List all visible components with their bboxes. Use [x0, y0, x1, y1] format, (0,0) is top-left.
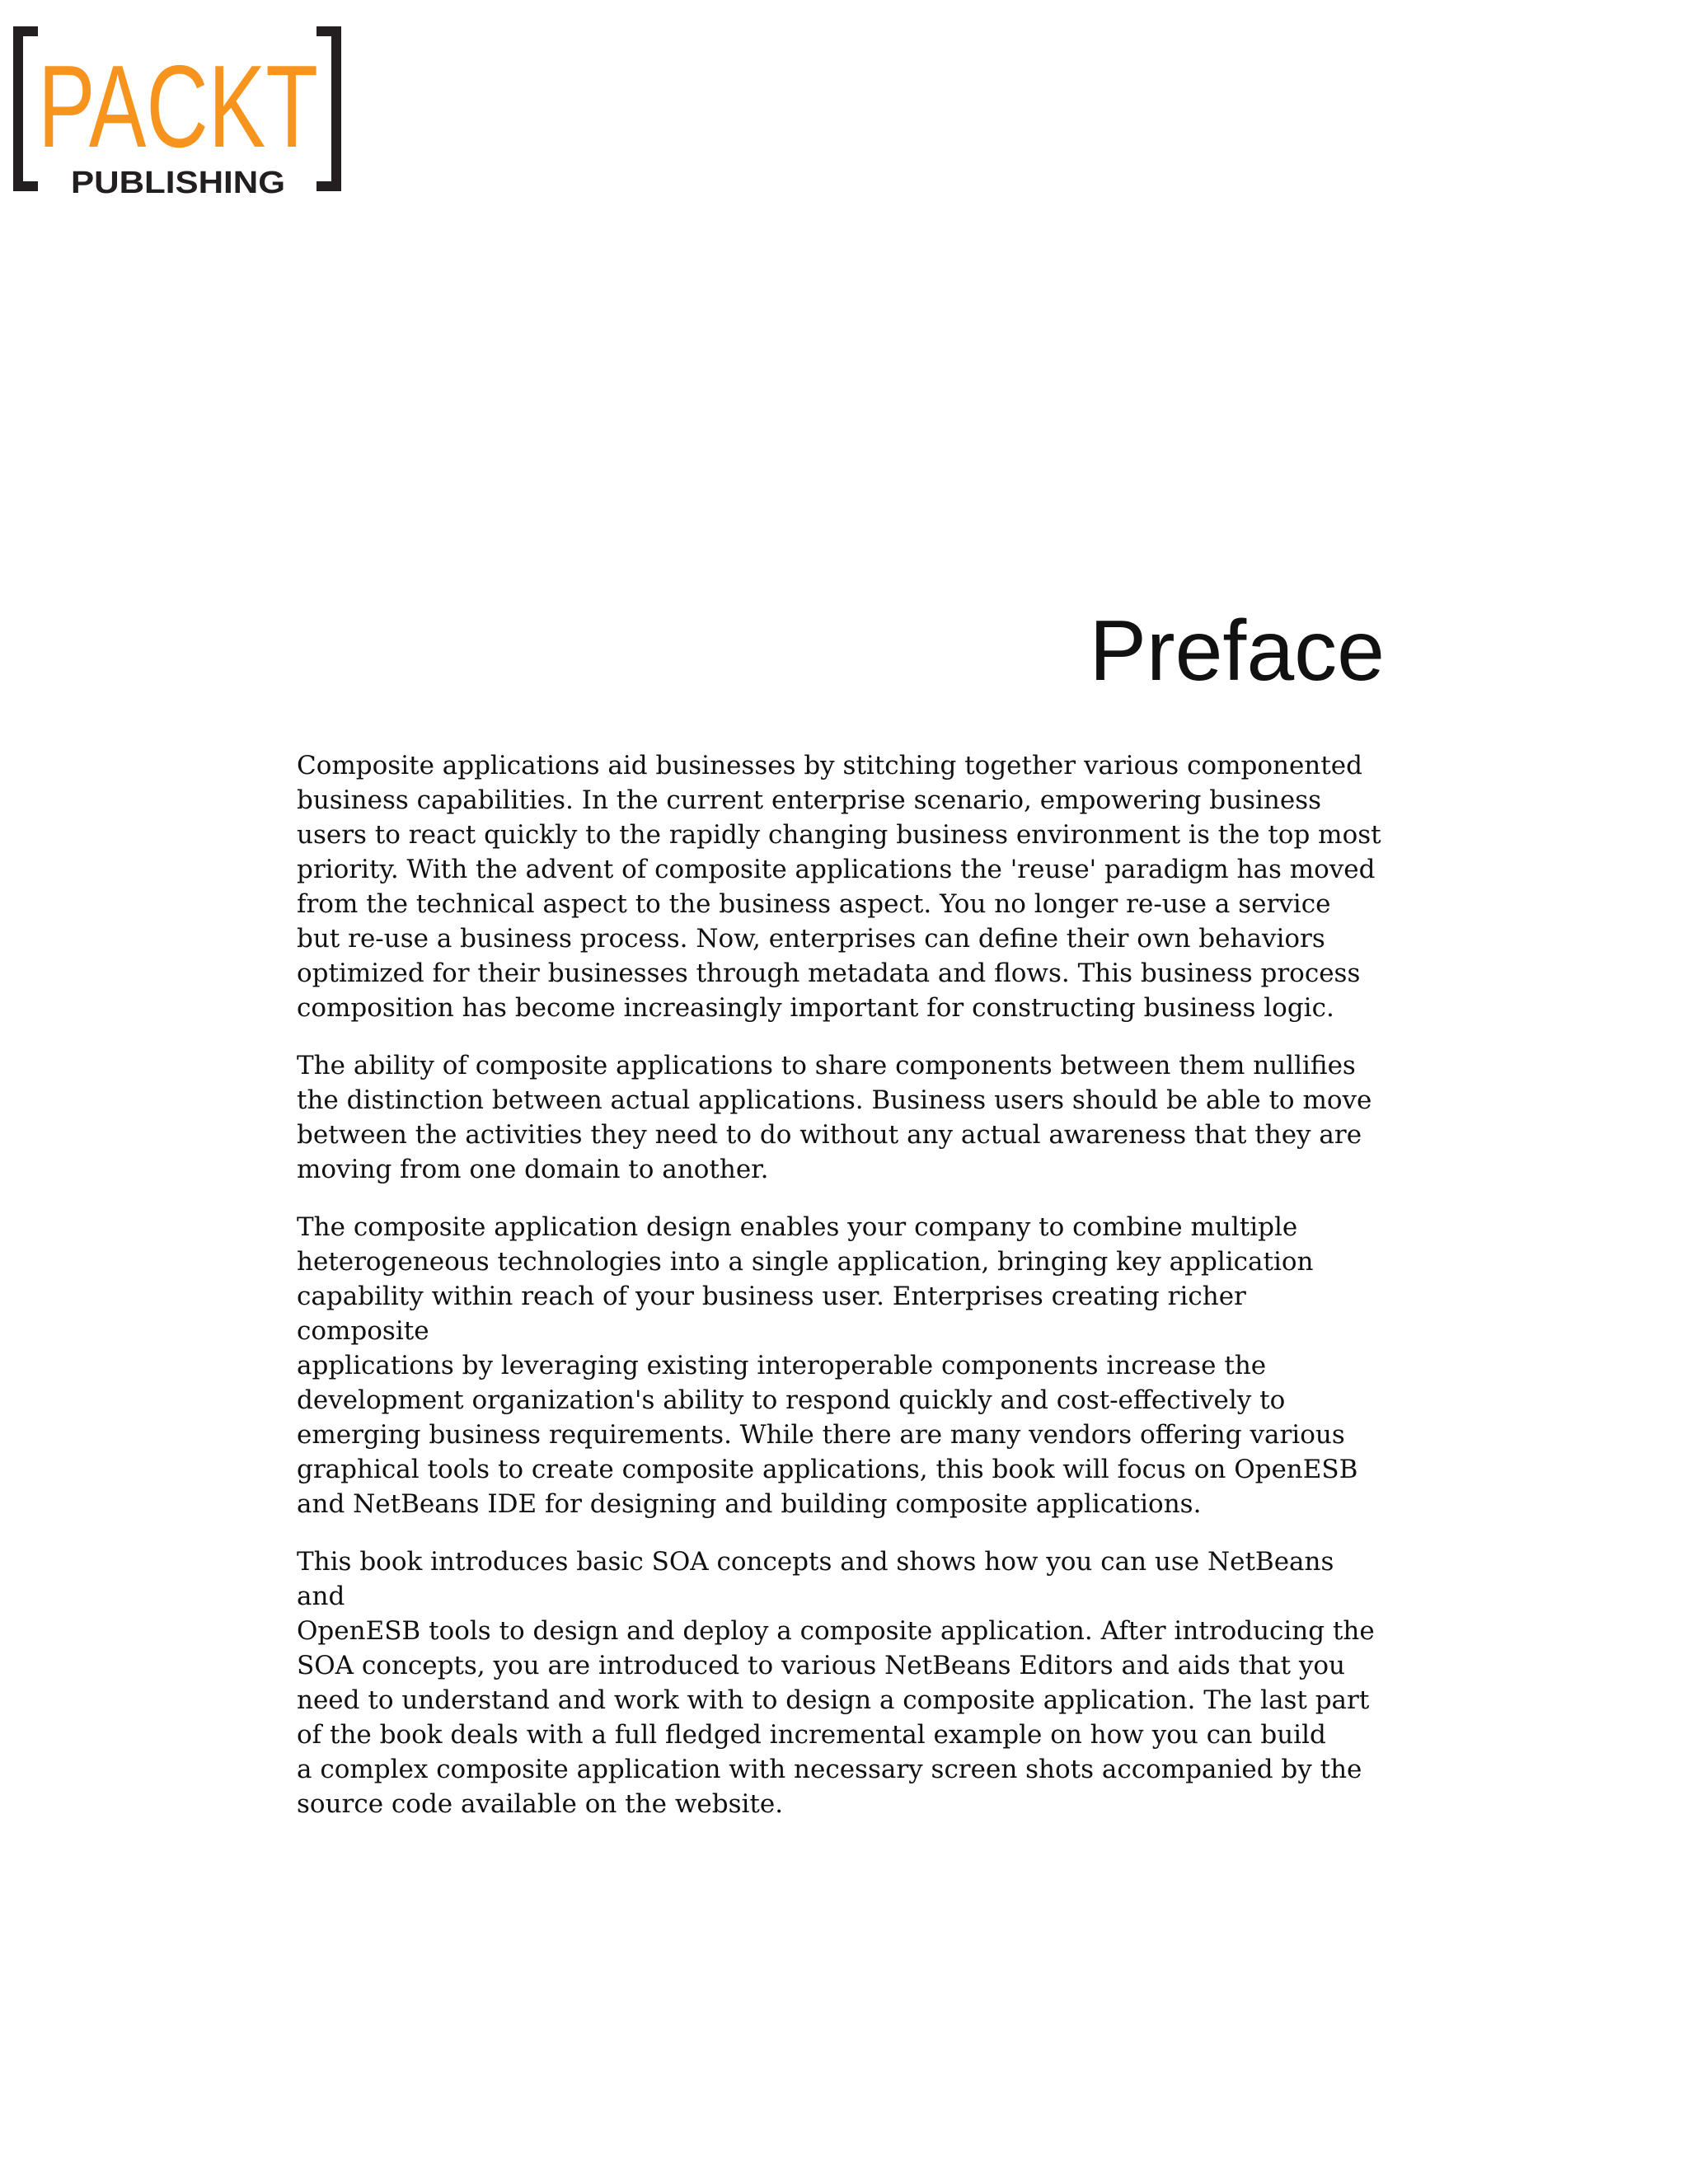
logo-subtitle: PUBLISHING [71, 166, 285, 200]
logo-right-bracket [316, 31, 336, 186]
paragraph-1: Composite applications aid businesses by stitching together various componented business capabilities. In the current enterprise scenario, empowering business users to react quickly to the rapidly changing business environment is the top most priority. With the advent of composite applications the 'reuse' paradigm has moved from the technical aspect to the business aspect. You no longer re-use a service but re-use a business process. Now, enterprises can define their own behaviors optimized for their businesses through metadata and flows. This business process composition has become increasingly important for constructing business logic. [297, 751, 1381, 1023]
paragraph-3: The composite application design enables your company to combine multiple heterogeneous technologies into a single application, bringing key application capability within reach of your business user. Enterprises creating richer composite applications by leveraging existing interoperable components increase the development organization's ability to respond quickly and cost-effectively to emerging business requirements. While there are many vendors offering various graphical tools to create composite applications, this book will focus on OpenESB and NetBeans IDE for designing and building composite applications. [297, 1212, 1358, 1519]
logo-graphic [0, 0, 354, 206]
logo-left-bracket [18, 31, 38, 186]
preface-body [297, 748, 1385, 1844]
paragraph-4: This book introduces basic SOA concepts and shows how you can use NetBeans and OpenESB tools to design and deploy a composite application. After introducing the SOA concepts, you are introduced to various NetBeans Editors and aids that you need to understand and work with to design a composite application. The last part of the book deals with a full fledged incremental example on how you can build a complex composite application with necessary screen shots accompanied by the source code available on the website. [297, 1547, 1375, 1819]
packt-publishing-logo [0, 0, 354, 206]
paragraph-2: The ability of composite applications to share components between them nullifies the distinction between actual applications. Business users should be able to move between the activities they need to do without any actual awareness that they are moving from one domain to another. [297, 1051, 1372, 1184]
chapter-title: Preface [1089, 603, 1385, 699]
logo-wordmark: PACKT [38, 41, 318, 172]
